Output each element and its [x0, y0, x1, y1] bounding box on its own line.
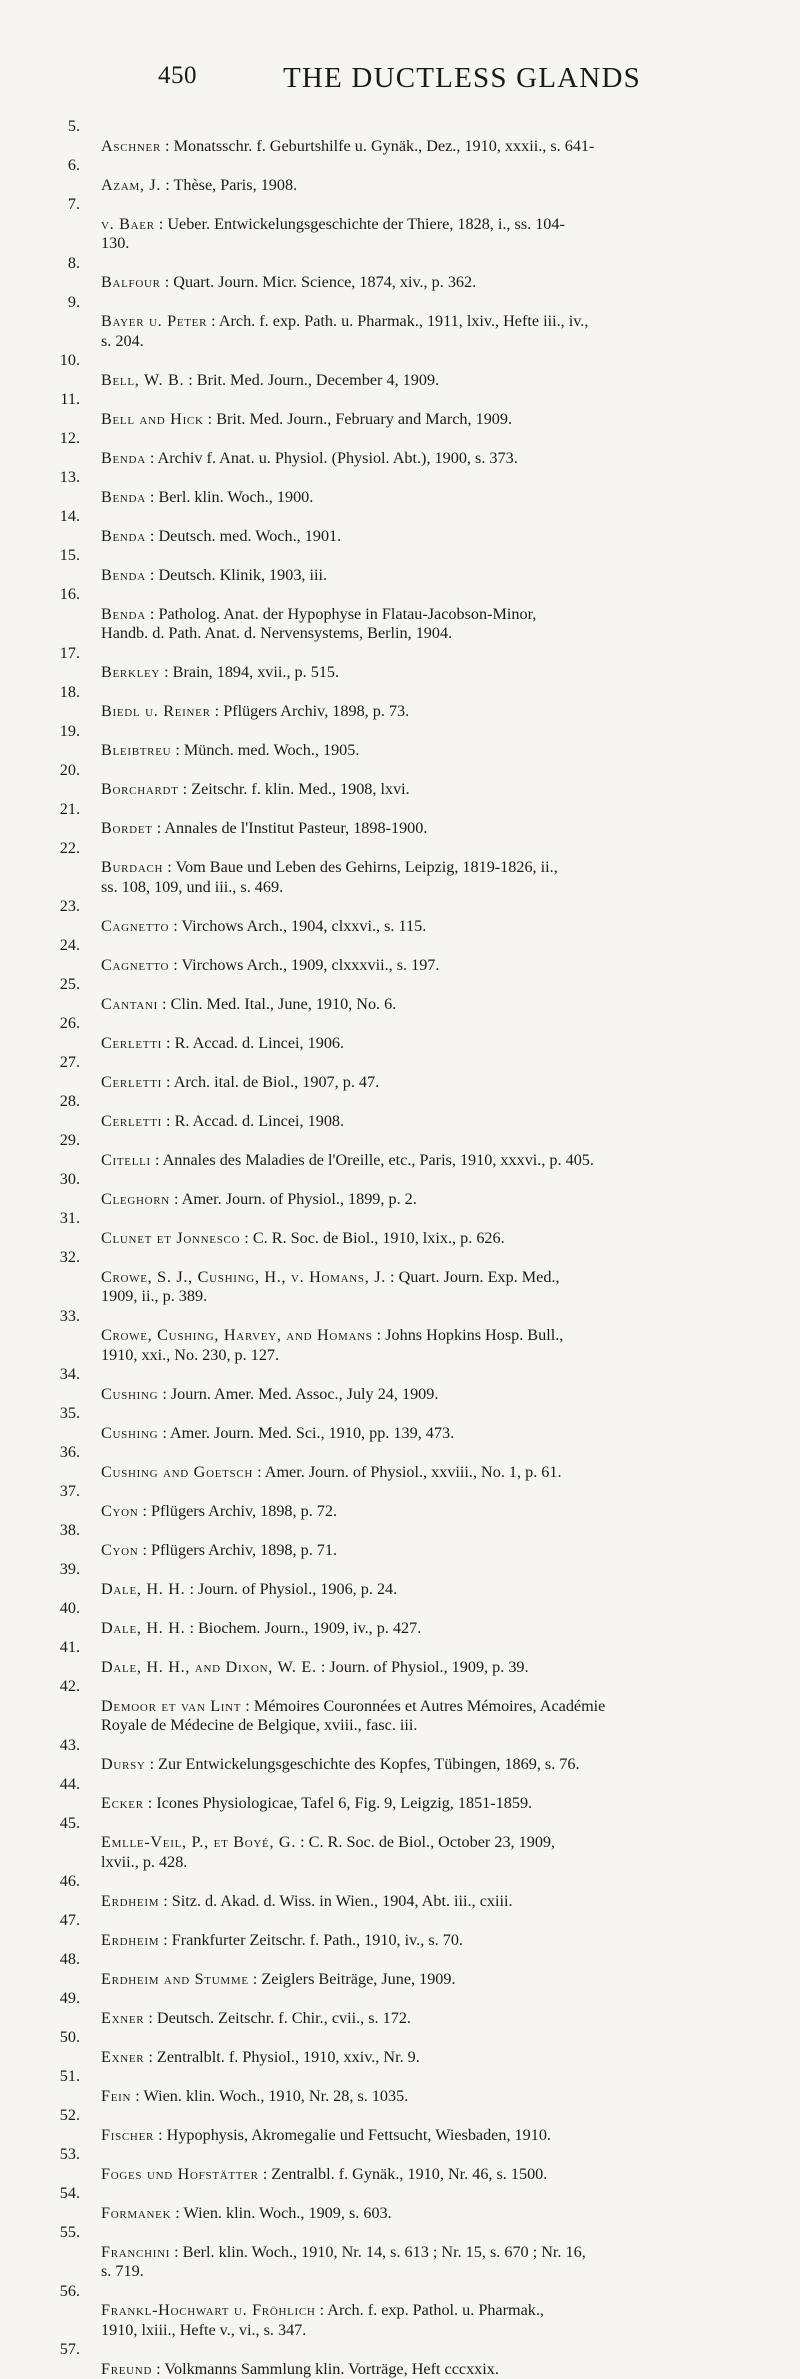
reference-number: 39.	[59, 1560, 80, 1578]
reference-author: Borchardt	[101, 780, 179, 798]
reference-author: v. Baer	[101, 214, 155, 233]
reference-number: 10.	[59, 351, 80, 369]
reference-entry	[0, 1950, 800, 1989]
reference-author: Burdach	[101, 858, 164, 876]
reference-author: Benda	[101, 604, 146, 623]
reference-citation: : Zeitschr. f. klin. Med., 1908, lxvi.	[178, 780, 410, 798]
reference-author: Bleibtreu	[101, 741, 172, 759]
reference-citation: : Monatsschr. f. Geburtshilfe u. Gynäk., Dez., 1910, xxxii., s. 641-	[161, 136, 595, 155]
reference-citation: : Deutsch. med. Woch., 1901.	[145, 526, 342, 545]
reference-author: Ecker	[101, 1794, 144, 1812]
reference-number: 20.	[59, 760, 80, 779]
reference-entry	[0, 2067, 800, 2106]
reference-citation: : Volkmanns Sammlung klin. Vorträge, Heft cccxxix.	[152, 2359, 499, 2378]
reference-author: Dale, H. H., and Dixon, W. E.	[101, 1657, 317, 1676]
reference-entry	[0, 1677, 800, 1736]
reference-citation: : Biochem. Journ., 1909, iv., p. 427.	[185, 1618, 422, 1637]
reference-number: 24.	[59, 936, 80, 954]
reference-entry	[0, 117, 800, 156]
reference-author: Foges und Hofstätter	[101, 2164, 259, 2183]
reference-entry	[0, 351, 800, 390]
reference-author: Erdheim and Stumme	[101, 1969, 249, 1988]
reference-entry	[0, 390, 800, 429]
reference-number: 56.	[59, 2281, 80, 2300]
reference-author: Berkley	[101, 663, 161, 681]
reference-author: Cushing and Goetsch	[101, 1462, 254, 1481]
reference-number: 51.	[59, 2067, 80, 2085]
reference-number: 17.	[59, 643, 80, 662]
reference-citation: : Zentralbl. f. Gynäk., 1910, Nr. 46, s. 1500.	[258, 2164, 548, 2183]
reference-entry	[0, 1482, 800, 1521]
reference-number: 26.	[59, 1014, 80, 1032]
reference-number: 38.	[59, 1521, 80, 1539]
reference-entry	[0, 2106, 800, 2145]
reference-citation: : Arch. ital. de Biol., 1907, p. 47.	[162, 1072, 380, 1091]
reference-citation: : R. Accad. d. Lincei, 1908.	[162, 1111, 345, 1130]
reference-number: 21.	[59, 799, 80, 818]
reference-citation: : Sitz. d. Akad. d. Wiss. in Wien., 1904, Abt. iii., cxiii.	[159, 1891, 513, 1910]
reference-number: 48.	[59, 1950, 80, 1968]
reference-author: Exner	[101, 2008, 145, 2027]
reference-number: 34.	[59, 1365, 80, 1383]
reference-number: 12.	[59, 429, 80, 447]
reference-author: Benda	[101, 526, 146, 545]
reference-citation: : Brain, 1894, xvii., p. 515.	[160, 663, 340, 681]
reference-citation: : Quart. Journ. Exp. Med., 1909, ii., p. 389.	[101, 1267, 560, 1305]
reference-citation: : Amer. Journ. of Physiol., 1899, p. 2.	[169, 1189, 417, 1208]
reference-citation: : Vom Baue und Leben des Gehirns, Leipzig, 1819-1826, ii., ss. 108, 109, und iii., s. 469.	[101, 858, 558, 896]
reference-number: 7.	[67, 195, 80, 213]
reference-citation: : Deutsch. Klinik, 1903, iii.	[145, 565, 328, 584]
reference-number: 50.	[59, 2028, 80, 2046]
reference-author: Cagnetto	[101, 955, 170, 974]
reference-citation: : Journ. of Physiol., 1909, p. 39.	[316, 1657, 529, 1676]
reference-author: Fischer	[101, 2125, 155, 2144]
reference-entry	[0, 195, 800, 254]
reference-number: 33.	[59, 1306, 80, 1325]
reference-entry	[0, 800, 800, 839]
reference-author: Dale, H. H.	[101, 1618, 186, 1637]
reference-number: 40.	[59, 1599, 80, 1617]
reference-author: Fein	[101, 2086, 132, 2105]
reference-author: Balfour	[101, 273, 161, 291]
reference-entry	[0, 2282, 800, 2341]
reference-number: 6.	[67, 156, 80, 174]
reference-citation: : Amer. Journ. of Physiol., xxviii., No. 1, p. 61.	[253, 1462, 562, 1481]
reference-author: Frankl-Hochwart u. Fröhlich	[101, 2301, 316, 2319]
reference-number: 43.	[59, 1735, 80, 1754]
reference-number: 23.	[59, 897, 80, 915]
reference-citation: : Virchows Arch., 1904, clxxvi., s. 115.	[169, 916, 427, 935]
reference-author: Cyon	[101, 1540, 139, 1559]
reference-author: Cagnetto	[101, 916, 170, 935]
reference-entry	[0, 1053, 800, 1092]
reference-citation: : Wien. klin. Woch., 1909, s. 603.	[171, 2203, 392, 2222]
reference-entry	[0, 1209, 800, 1248]
reference-number: 22.	[59, 838, 80, 857]
reference-author: Cushing	[101, 1384, 159, 1403]
reference-number: 25.	[59, 975, 80, 993]
reference-entry	[0, 722, 800, 761]
reference-number: 46.	[59, 1872, 80, 1890]
reference-citation: : Mémoires Couronnées et Autres Mémoires, Académie Royale de Médecine de Belgique, xviii., fasc. iii.	[101, 1696, 606, 1734]
reference-author: Benda	[101, 565, 146, 584]
reference-author: Freund	[101, 2359, 153, 2378]
reference-number: 31.	[59, 1209, 80, 1227]
reference-author: Citelli	[101, 1150, 151, 1169]
reference-citation: : Amer. Journ. Med. Sci., 1910, pp. 139, 473.	[158, 1423, 455, 1442]
reference-entry	[0, 897, 800, 936]
reference-entry	[0, 2028, 800, 2067]
reference-number: 54.	[59, 2184, 80, 2202]
reference-entry	[0, 546, 800, 585]
reference-list	[0, 117, 800, 2379]
reference-citation: : Pflügers Archiv, 1898, p. 71.	[138, 1540, 338, 1559]
reference-entry	[0, 1911, 800, 1950]
reference-author: Exner	[101, 2047, 145, 2066]
reference-citation: : Wien. klin. Woch., 1910, Nr. 28, s. 1035.	[131, 2086, 409, 2105]
reference-author: Bell and Hick	[101, 409, 204, 428]
reference-number: 13.	[59, 468, 80, 486]
reference-author: Emlle-Veil, P., et Boyé, G.	[101, 1833, 297, 1851]
reference-entry	[0, 1365, 800, 1404]
reference-number: 47.	[59, 1911, 80, 1929]
reference-author: Cyon	[101, 1501, 139, 1520]
reference-citation: : Annales de l'Institut Pasteur, 1898-1900.	[152, 819, 428, 837]
reference-author: Benda	[101, 487, 146, 506]
reference-entry	[0, 761, 800, 800]
reference-author: Erdheim	[101, 1891, 160, 1910]
reference-entry	[0, 1872, 800, 1911]
reference-entry	[0, 1560, 800, 1599]
reference-citation: : Journ. of Physiol., 1906, p. 24.	[185, 1579, 398, 1598]
reference-citation: : Zeiglers Beiträge, June, 1909.	[248, 1969, 456, 1988]
reference-number: 27.	[59, 1053, 80, 1071]
reference-number: 37.	[59, 1482, 80, 1500]
reference-citation: : Patholog. Anat. der Hypophyse in Flatau-Jacobson-Minor, Handb. d. Path. Anat. d. Nervensystems, Berlin, 1904.	[101, 604, 537, 642]
reference-entry	[0, 1404, 800, 1443]
reference-entry	[0, 1521, 800, 1560]
reference-author: Crowe, S. J., Cushing, H., v. Homans, J.	[101, 1267, 386, 1286]
reference-entry	[0, 2223, 800, 2282]
reference-entry	[0, 156, 800, 195]
running-title: THE DUCTLESS GLANDS	[283, 62, 641, 94]
reference-number: 8.	[67, 253, 80, 272]
reference-entry	[0, 936, 800, 975]
reference-number: 36.	[59, 1443, 80, 1461]
reference-author: Erdheim	[101, 1930, 160, 1949]
reference-author: Biedl u. Reiner	[101, 702, 211, 720]
reference-author: Clunet et Jonnesco	[101, 1228, 241, 1247]
reference-entry	[0, 1814, 800, 1873]
reference-entry	[0, 2340, 800, 2379]
reference-number: 30.	[59, 1170, 80, 1188]
reference-citation: : Icones Physiologicae, Tafel 6, Fig. 9, Leigzig, 1851-1859.	[143, 1794, 533, 1812]
reference-author: Cantani	[101, 994, 158, 1013]
reference-citation: : C. R. Soc. de Biol., October 23, 1909, lxvii., p. 428.	[101, 1833, 556, 1871]
reference-number: 52.	[59, 2106, 80, 2124]
reference-entry	[0, 2145, 800, 2184]
reference-author: Azam, J.	[101, 175, 162, 194]
reference-citation: : Quart. Journ. Micr. Science, 1874, xiv., p. 362.	[160, 273, 477, 291]
reference-number: 15.	[59, 546, 80, 564]
reference-author: Franchini	[101, 2242, 171, 2261]
reference-author: Benda	[101, 448, 146, 467]
reference-number: 41.	[59, 1638, 80, 1656]
reference-citation: : Münch. med. Woch., 1905.	[171, 741, 360, 759]
reference-entry	[0, 293, 800, 352]
reference-entry	[0, 1599, 800, 1638]
reference-author: Dursy	[101, 1755, 146, 1773]
reference-citation: : Berl. klin. Woch., 1900.	[145, 487, 314, 506]
reference-number: 28.	[59, 1092, 80, 1110]
reference-citation: : Pflügers Archiv, 1898, p. 73.	[210, 702, 410, 720]
reference-entry	[0, 1092, 800, 1131]
reference-author: Bayer u. Peter	[101, 312, 208, 330]
reference-citation: : Brit. Med. Journ., February and March, 1909.	[203, 409, 513, 428]
reference-number: 14.	[59, 507, 80, 525]
reference-number: 53.	[59, 2145, 80, 2163]
reference-author: Cleghorn	[101, 1189, 170, 1208]
reference-author: Crowe, Cushing, Harvey, and Homans	[101, 1326, 373, 1344]
reference-citation: : Thèse, Paris, 1908.	[161, 175, 298, 194]
reference-entry	[0, 254, 800, 293]
reference-author: Bordet	[101, 819, 153, 837]
reference-entry	[0, 975, 800, 1014]
reference-author: Cushing	[101, 1423, 159, 1442]
reference-citation: : Brit. Med. Journ., December 4, 1909.	[184, 370, 440, 389]
reference-number: 16.	[59, 585, 80, 603]
reference-citation: : C. R. Soc. de Biol., 1910, lxix., p. 626.	[240, 1228, 505, 1247]
reference-citation: : Clin. Med. Ital., June, 1910, No. 6.	[157, 994, 397, 1013]
page-number: 450	[158, 62, 197, 89]
reference-number: 44.	[59, 1774, 80, 1793]
reference-entry	[0, 1638, 800, 1677]
reference-number: 19.	[59, 721, 80, 740]
reference-entry	[0, 2184, 800, 2223]
reference-number: 29.	[59, 1131, 80, 1149]
reference-entry	[0, 1989, 800, 2028]
reference-citation: : Pflügers Archiv, 1898, p. 72.	[138, 1501, 338, 1520]
reference-citation: : Archiv f. Anat. u. Physiol. (Physiol. Abt.), 1900, s. 373.	[145, 448, 518, 467]
reference-citation: : Frankfurter Zeitschr. f. Path., 1910, iv., s. 70.	[159, 1930, 463, 1949]
reference-entry	[0, 1307, 800, 1366]
reference-citation: : Johns Hopkins Hosp. Bull., 1910, xxi., No. 230, p. 127.	[101, 1326, 564, 1364]
reference-entry	[0, 507, 800, 546]
reference-number: 5.	[67, 117, 80, 135]
reference-citation: : R. Accad. d. Lincei, 1906.	[162, 1033, 345, 1052]
reference-citation: : Hypophysis, Akromegalie und Fettsucht, Wiesbaden, 1910.	[154, 2125, 551, 2144]
reference-citation: : Zentralblt. f. Physiol., 1910, xxiv., Nr. 9.	[144, 2047, 420, 2066]
reference-author: Formanek	[101, 2203, 172, 2222]
reference-number: 18.	[59, 682, 80, 701]
reference-author: Demoor et van Lint	[101, 1696, 242, 1715]
reference-citation: : Deutsch. Zeitschr. f. Chir., cvii., s. 172.	[144, 2008, 411, 2027]
reference-citation: : Ueber. Entwickelungsgeschichte der Thiere, 1828, i., ss. 104- 130.	[101, 214, 565, 252]
reference-citation: : Arch. f. exp. Pathol. u. Pharmak., 1910, lxiii., Hefte v., vi., s. 347.	[101, 2301, 544, 2339]
reference-entry	[0, 1131, 800, 1170]
reference-number: 32.	[59, 1248, 80, 1266]
reference-entry	[0, 1736, 800, 1775]
reference-number: 35.	[59, 1404, 80, 1422]
reference-entry	[0, 1443, 800, 1482]
reference-entry	[0, 839, 800, 898]
reference-author: Dale, H. H.	[101, 1579, 186, 1598]
reference-citation: : Virchows Arch., 1909, clxxxvii., s. 197.	[169, 955, 440, 974]
reference-number: 55.	[59, 2223, 80, 2241]
reference-number: 42.	[59, 1677, 80, 1695]
reference-author: Cerletti	[101, 1072, 162, 1091]
reference-entry	[0, 468, 800, 507]
reference-number: 45.	[59, 1813, 80, 1832]
reference-author: Cerletti	[101, 1033, 162, 1052]
reference-number: 57.	[59, 2340, 80, 2358]
reference-citation: : Berl. klin. Woch., 1910, Nr. 14, s. 613 ; Nr. 15, s. 670 ; Nr. 16, s. 719.	[101, 2242, 586, 2280]
reference-citation: : Journ. Amer. Med. Assoc., July 24, 1909.	[158, 1384, 439, 1403]
reference-citation: : Annales des Maladies de l'Oreille, etc., Paris, 1910, xxxvi., p. 405.	[150, 1150, 594, 1169]
reference-entry	[0, 1248, 800, 1307]
reference-author: Cerletti	[101, 1111, 162, 1130]
reference-number: 11.	[60, 390, 80, 408]
reference-number: 9.	[67, 292, 80, 311]
reference-entry	[0, 1014, 800, 1053]
reference-entry	[0, 1775, 800, 1814]
reference-entry	[0, 429, 800, 468]
reference-author: Bell, W. B.	[101, 370, 185, 389]
reference-entry	[0, 1170, 800, 1209]
reference-author: Aschner	[101, 136, 161, 155]
reference-entry	[0, 644, 800, 683]
reference-entry	[0, 683, 800, 722]
page-header	[0, 62, 800, 102]
reference-number: 49.	[59, 1989, 80, 2007]
reference-citation: : Arch. f. exp. Path. u. Pharmak., 1911, lxiv., Hefte iii., iv., s. 204.	[101, 312, 589, 350]
reference-entry	[0, 585, 800, 644]
reference-citation: : Zur Entwickelungsgeschichte des Kopfes, Tübingen, 1869, s. 76.	[145, 1755, 580, 1773]
